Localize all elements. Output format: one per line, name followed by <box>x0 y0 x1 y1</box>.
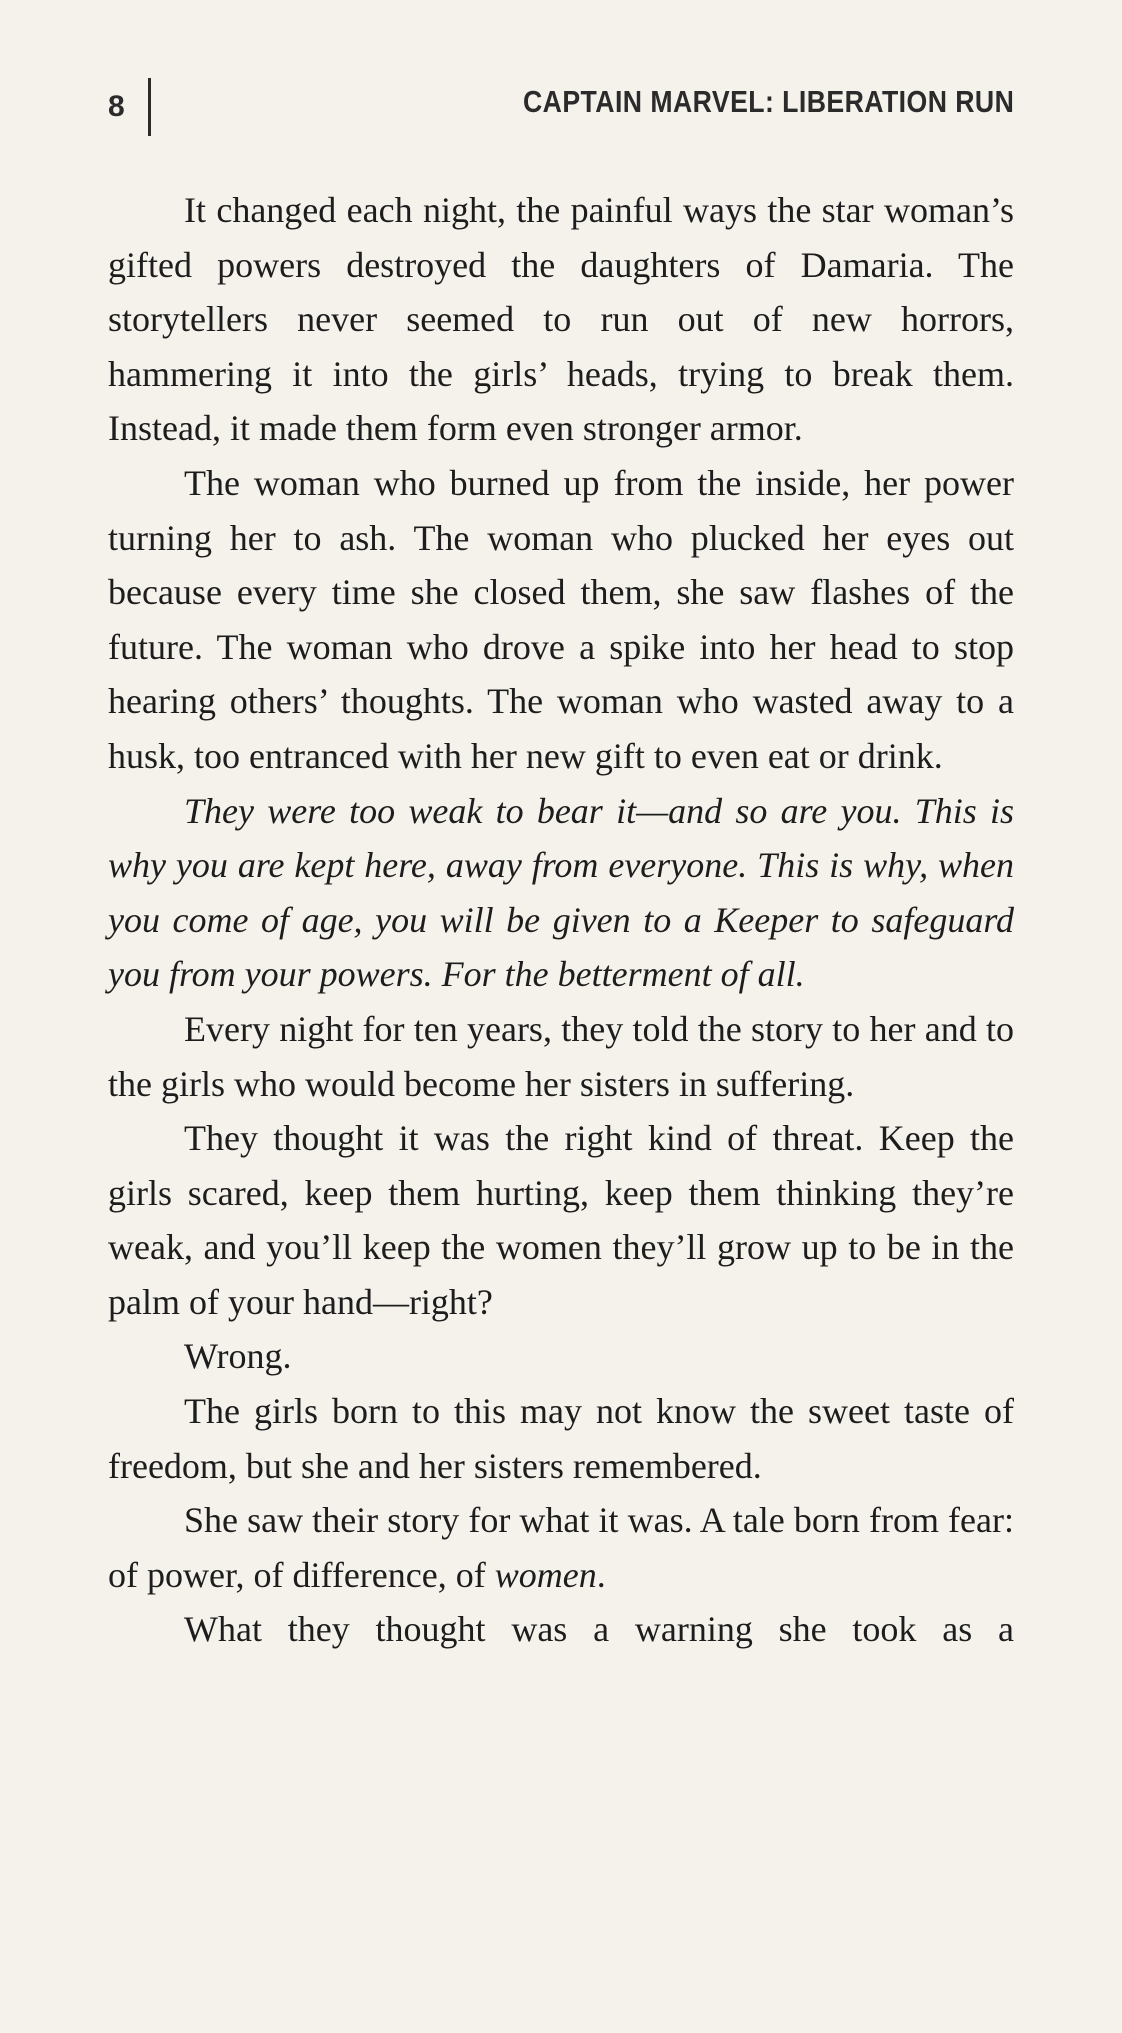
header-divider <box>148 78 151 136</box>
running-head <box>108 78 1014 138</box>
paragraph: It changed each night, the painful ways the star woman’s gifted powers destroyed the daughters of Damaria. The storytellers never seemed to run out of new horrors, hammering it into the girls’ heads, trying to break them. Instead, it made them form even stronger armor. <box>108 190 1014 449</box>
paragraph: Every night for ten years, they told the story to her and to the girls who would become her sisters in suffering. <box>108 1008 1014 1104</box>
page-body <box>108 183 1014 1657</box>
paragraph-continued: What they thought was a warning she took as a <box>184 1609 1014 1650</box>
paragraph: They thought it was the right kind of threat. Keep the girls scared, keep them hurting, keep them thinking they’re weak, and you’ll keep the women they’ll grow up to be in the palm of your hand—right? <box>108 1118 1014 1322</box>
paragraph: The woman who burned up from the inside, her power turning her to ash. The woman who plucked her eyes out because every time she closed them, she saw flashes of the future. The woman who drove a spike into her head to stop hearing others’ thoughts. The woman who wasted away to a husk, too entranced with her new gift to even eat or drink. <box>108 462 1014 776</box>
paragraph: The girls born to this may not know the sweet taste of freedom, but she and her sisters remembered. <box>108 1391 1014 1486</box>
paragraph: Wrong. <box>184 1336 292 1377</box>
emphasized-word: women <box>494 1554 597 1595</box>
page-number: 8 <box>108 90 125 123</box>
italic-paragraph: They were too weak to bear it—and so are you. This is why you are kept here, away from everyone. This is why, when you come of age, you will be given to a Keeper to safeguard you from your powers. For the betterment of all. <box>108 790 1014 995</box>
paragraph-with-emphasis: She saw their story for what it was. A tale born from fear: of power, of difference, of women. <box>108 1500 1014 1595</box>
book-title: CAPTAIN MARVEL: LIBERATION RUN <box>522 84 1014 119</box>
